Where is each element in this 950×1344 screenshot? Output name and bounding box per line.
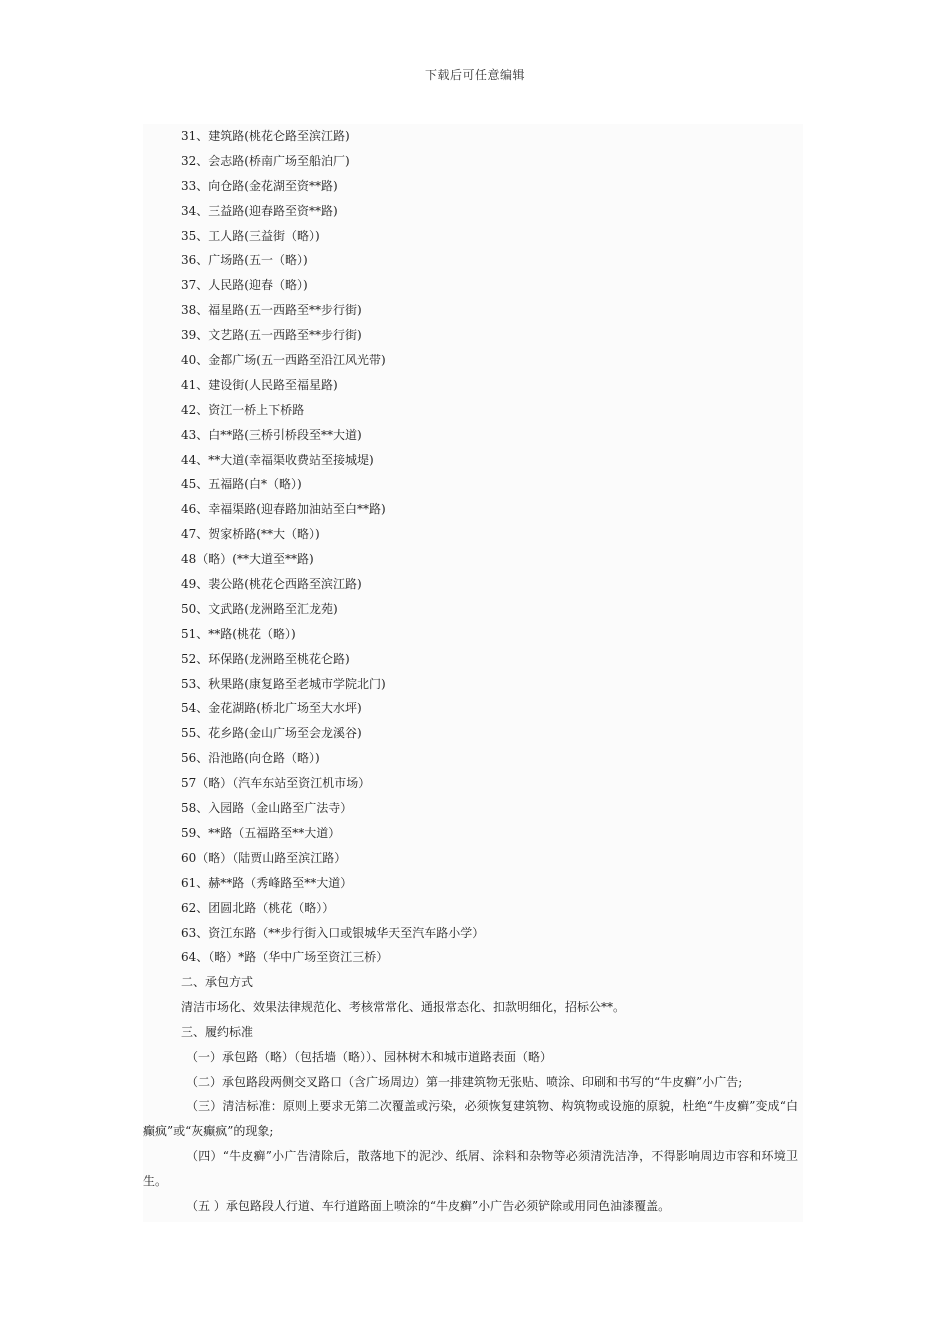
route-item: 38、福星路(五一西路至**步行街)	[181, 303, 362, 318]
route-item: 45、五福路(白*（略）)	[181, 477, 302, 492]
route-item: 35、工人路(三益街（略）)	[181, 228, 320, 243]
route-item: 53、秋果路(康复路至老城市学院北门)	[181, 676, 386, 691]
standard-item-3: （三）清洁标准：原则上要求无第二次覆盖或污染，必须恢复建筑物、构筑物或设施的原貌，杜绝“牛皮癣”变成“白癫疯”或“灰癫疯”的现象;	[143, 1099, 798, 1139]
route-item: 44、**大道(幸福渠收费站至接城堤)	[181, 452, 374, 467]
route-item: 31、建筑路(桃花仑路至滨江路)	[181, 129, 350, 143]
route-item: 40、金都广场(五一西路至沿江风光带)	[181, 353, 386, 368]
contract-section	[143, 970, 798, 1219]
standard-item-4: （四）“牛皮癣”小广告清除后，散落地下的泥沙、纸屑、涂料和杂物等必须清洗洁净，不得影响周边市容和环境卫生。	[143, 1149, 798, 1189]
route-item: 43、白**路(三桥引桥段至**大道)	[181, 427, 362, 442]
route-item: 48（略）(**大道至**路)	[181, 552, 314, 567]
route-list	[181, 124, 484, 970]
route-item: 56、沿池路(向仓路（略）)	[181, 751, 320, 766]
route-item: 59、**路（五福路至**大道）	[181, 825, 341, 840]
standards-heading: 三、履约标准	[181, 1024, 254, 1039]
route-item: 39、文艺路(五一西路至**步行街)	[181, 328, 362, 343]
route-item: 36、广场路(五一（略）)	[181, 253, 308, 268]
route-item: 32、会志路(桥南广场至船泊厂)	[181, 153, 350, 168]
route-item: 50、文武路(龙洲路至汇龙苑)	[181, 601, 338, 616]
route-item: 52、环保路(龙洲路至桃花仑路)	[181, 651, 350, 666]
page-header: 下载后可任意编辑	[424, 68, 525, 82]
route-item: 37、人民路(迎春（略）)	[181, 278, 308, 293]
route-item: 42、资江一桥上下桥路	[181, 402, 305, 417]
route-item: 63、资江东路（**步行街入口或银城华天至汽车路小学）	[181, 925, 485, 940]
route-item: 51、**路(桃花（略）)	[181, 626, 296, 641]
route-item: 64、（略）*路（华中广场至资江三桥）	[181, 950, 389, 965]
route-item: 34、三益路(迎春路至资**路)	[181, 203, 338, 218]
route-item: 41、建设街(人民路至福星路)	[181, 377, 338, 392]
contract-method-heading: 二、承包方式	[181, 975, 254, 989]
route-item: 47、贺家桥路(**大（略）)	[181, 527, 320, 542]
route-item: 57（略）（汽车东站至资江机市场）	[181, 776, 371, 791]
standard-item-2: （二）承包路段两侧交叉路口（含广场周边）第一排建筑物无张贴、喷涂、印刷和书写的“牛皮癣”小广告;	[186, 1074, 743, 1089]
route-item: 61、赫**路（秀峰路至**大道）	[181, 875, 353, 890]
route-item: 55、花乡路(金山广场至会龙溪谷)	[181, 726, 362, 741]
route-item: 62、团圆北路（桃花（略））	[181, 900, 335, 915]
contract-method-text: 清洁市场化、效果法律规范化、考核常常化、通报常态化、扣款明细化，招标公**。	[181, 999, 626, 1014]
route-item: 49、裴公路(桃花仑西路至滨江路)	[181, 577, 362, 592]
route-item: 33、向仓路(金花湖至资**路)	[181, 178, 338, 193]
route-item: 46、幸福渠路(迎春路加油站至白**路)	[181, 502, 386, 517]
standard-item-1: （一）承包路（略）（包括墙（略））、园林树木和城市道路表面（略）	[186, 1049, 553, 1064]
route-item: 58、入园路（金山路至广法寺）	[181, 801, 353, 816]
standard-item-5: （五 ）承包路段人行道、车行道路面上喷涂的“牛皮癣”小广告必须铲除或用同色油漆覆盖。	[186, 1199, 671, 1214]
route-item: 54、金花湖路(桥北广场至大水坪)	[181, 701, 362, 716]
route-item: 60（略）（陆贾山路至滨江路）	[181, 850, 347, 865]
